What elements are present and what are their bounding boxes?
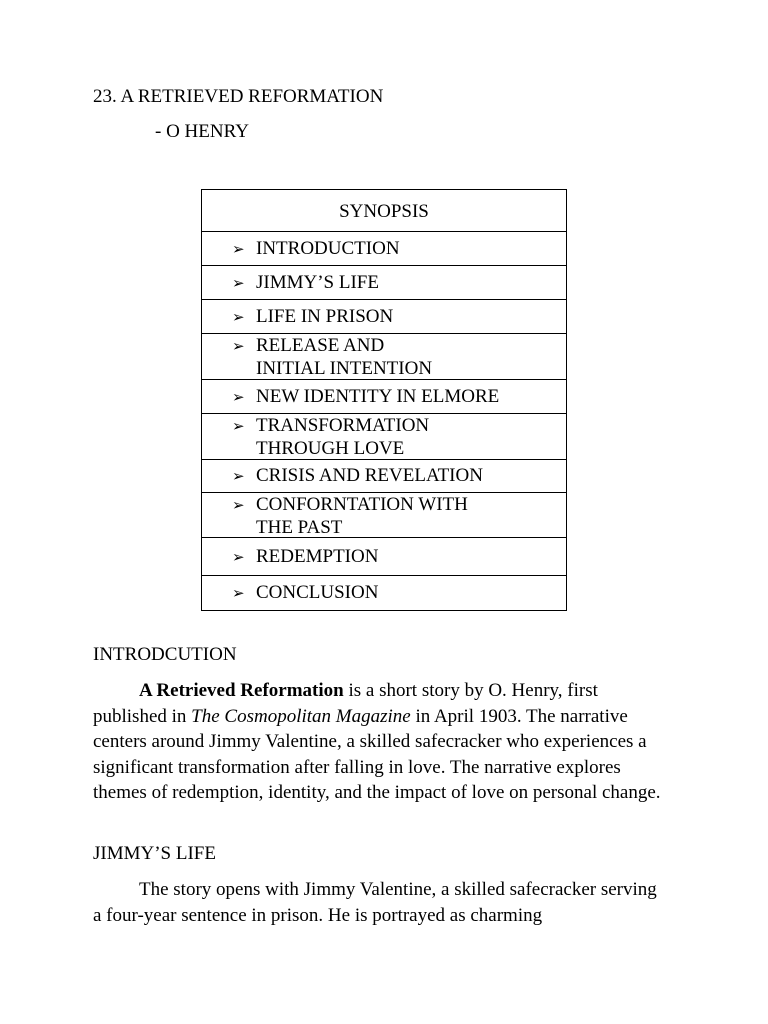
paragraph-text: The story opens with Jimmy Valentine, a skilled safecracker serving a four-year sentence in prison. He is portrayed as charming (93, 879, 657, 926)
synopsis-item-redemption (202, 538, 566, 576)
arrowhead-bullet-icon: ➢ (232, 467, 245, 485)
synopsis-table (201, 189, 567, 611)
synopsis-item-label: LIFE IN PRISON (256, 305, 394, 327)
synopsis-item-new-identity (202, 380, 566, 414)
section-heading-jimmys-life: JIMMY’S LIFE (93, 843, 216, 864)
synopsis-item-conclusion (202, 576, 566, 610)
synopsis-item-crisis (202, 460, 566, 493)
arrowhead-bullet-icon: ➢ (232, 417, 245, 435)
synopsis-item-label-cont: THE PAST (256, 517, 343, 538)
arrowhead-bullet-icon: ➢ (232, 239, 245, 258)
synopsis-item-confrontation (202, 493, 566, 538)
arrowhead-bullet-icon: ➢ (232, 337, 245, 355)
synopsis-item-label: TRANSFORMATION (256, 415, 430, 436)
synopsis-item-label: CONCLUSION (256, 582, 379, 603)
arrowhead-bullet-icon: ➢ (232, 307, 245, 326)
paragraph-text: in April 1903. The narrative centers around Jimmy Valentine, a skilled safecracker who experiences a significant transformation after falling in love. The narrative explores themes of redemption, identity, and the impact of love on personal change. (93, 705, 661, 804)
arrowhead-bullet-icon: ➢ (232, 547, 245, 566)
synopsis-item-label: CRISIS AND REVELATION (256, 465, 483, 486)
synopsis-item-release (202, 334, 566, 380)
synopsis-item-label: REDEMPTION (256, 545, 379, 567)
section-heading-introduction: INTRODCUTION (93, 644, 237, 665)
paragraph-text: is a short story by O. Henry, first published in (93, 680, 598, 727)
synopsis-item-life-in-prison (202, 300, 566, 334)
synopsis-item-label: INTRODUCTION (256, 237, 400, 259)
synopsis-heading: SYNOPSIS (202, 190, 566, 232)
synopsis-item-label-cont: INITIAL INTENTION (256, 358, 433, 379)
arrowhead-bullet-icon: ➢ (232, 273, 245, 292)
synopsis-item-label: RELEASE AND (256, 335, 385, 356)
synopsis-item-label-cont: THROUGH LOVE (256, 438, 405, 459)
introduction-paragraph (93, 678, 663, 806)
story-title: A Retrieved Reformation (139, 680, 344, 701)
magazine-title: The Cosmopolitan Magazine (191, 705, 411, 727)
synopsis-item-introduction (202, 232, 566, 266)
synopsis-item-label: NEW IDENTITY IN ELMORE (256, 385, 500, 407)
synopsis-item-label: JIMMY’S LIFE (256, 271, 379, 293)
document-title: 23. A RETRIEVED REFORMATION (93, 86, 384, 107)
arrowhead-bullet-icon: ➢ (232, 496, 245, 514)
arrowhead-bullet-icon: ➢ (232, 584, 245, 602)
document-author: - O HENRY (155, 121, 249, 142)
arrowhead-bullet-icon: ➢ (232, 387, 245, 406)
synopsis-item-jimmys-life (202, 266, 566, 300)
synopsis-item-label: CONFORNTATION WITH (256, 494, 468, 515)
jimmys-life-paragraph (93, 877, 663, 928)
synopsis-item-transformation (202, 414, 566, 460)
